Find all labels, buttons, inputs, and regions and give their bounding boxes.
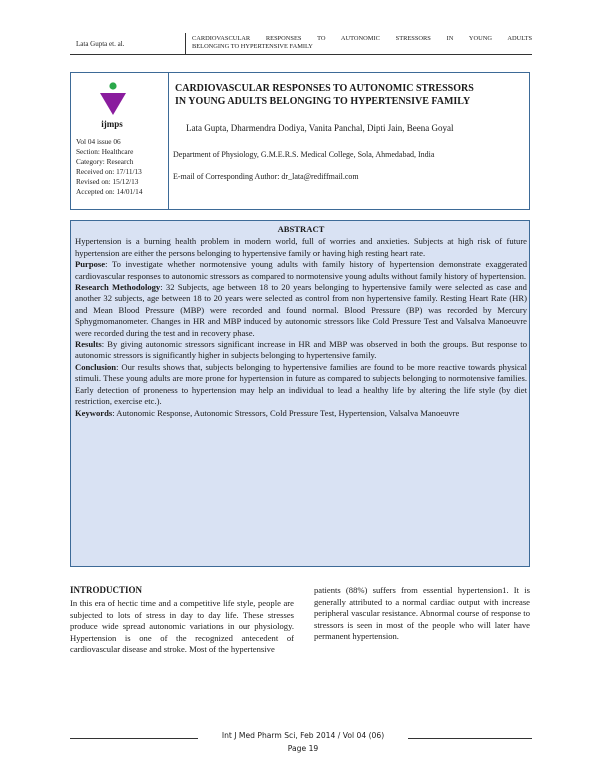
meta-revised: Revised on: 15/12/13 <box>76 177 139 186</box>
purpose-label: Purpose <box>75 259 106 270</box>
abstract-conclusion <box>75 362 527 408</box>
logo-triangle <box>100 93 126 115</box>
meta-volume: Vol 04 issue 06 <box>76 137 121 146</box>
article-meta <box>76 137 142 197</box>
affiliation: Department of Physiology, G.M.E.R.S. Medical College, Sola, Ahmedabad, India <box>173 150 435 159</box>
running-header-title-line: BELONGING TO HYPERTENSIVE FAMILY <box>192 43 313 50</box>
methodology-label: Research Methodology <box>75 282 161 293</box>
running-header-title <box>192 35 532 51</box>
keywords-text: : Autonomic Response, Autonomic Stressors, Cold Pressure Test, Hypertension, Valsalva Manoeuvre <box>112 407 460 418</box>
author-list: Lata Gupta, Dharmendra Dodiya, Vanita Panchal, Dipti Jain, Beena Goyal <box>186 123 454 133</box>
article-title-line: CARDIOVASCULAR RESPONSES TO AUTONOMIC STRESSORS <box>175 83 474 94</box>
logo-dot <box>109 82 116 89</box>
info-box-divider <box>168 73 169 209</box>
corresponding-email: E-mail of Corresponding Author: dr_lata@rediffmail.com <box>173 172 359 181</box>
keywords-label: Keywords <box>75 407 113 418</box>
header-rule <box>70 54 532 55</box>
body-column-right <box>314 585 530 643</box>
page-number: Page 19 <box>287 744 319 753</box>
introduction-heading: INTRODUCTION <box>70 585 143 595</box>
article-title-line: IN YOUNG ADULTS BELONGING TO HYPERTENSIVE FAMILY <box>175 96 471 107</box>
footer-rule-left <box>70 738 198 739</box>
intro-paragraph: In this era of hectic time and a competitive life style, people are subjected to lots of stress in day to day life. These stresses produce wide spread autonomic variations in our physiology. Hypertension is one of the recognized antecedent of cardiovascular disease and stroke. Most of the hypertensive <box>70 598 294 655</box>
body-column-left <box>70 598 294 656</box>
header-divider <box>185 33 186 54</box>
meta-section: Section: Healthcare <box>76 147 134 156</box>
abstract-methodology <box>75 282 527 339</box>
footer-journal-citation: Int J Med Pharm Sci, Feb 2014 / Vol 04 (06) <box>221 731 385 740</box>
intro-paragraph-continued: patients (88%) suffers from essential hypertension1. It is generally attributed to a normal cardiac output with increase peripheral vascular resistance. Abnormal course of response to stressors is seen in most of the people who will later have permanent hypertension. <box>314 585 530 642</box>
running-header-title-line: CARDIOVASCULAR RESPONSES TO AUTONOMIC STRESSORS IN YOUNG ADULTS <box>192 35 532 42</box>
abstract-results <box>75 339 527 362</box>
abstract-content <box>75 224 527 419</box>
methodology-text: : 32 Subjects, age between 18 to 20 years belonging to hypertensive family were selected as case and another 32 subjects, age between 18 to 20 years were selected as control from non hypertensive family. Resting Heart Rate (HR) and Mean Blood Pressure (MBP) were recorded and found normal. Blood Pressure (BP) was recorded by Mercury Sphygmomanometer. Changes in HR and MBP induced by autonomic stressors like Cold Pressure Test and Valsalva Manoeuvre were recorded during the test and in recovery phase. <box>75 282 527 338</box>
journal-logo-label: ijmps <box>101 119 123 129</box>
journal-logo-icon <box>98 82 128 118</box>
meta-accepted: Accepted on: 14/01/14 <box>76 187 143 196</box>
abstract-keywords <box>75 408 527 419</box>
running-header-author: Lata Gupta et. al. <box>76 40 125 48</box>
footer-rule-right <box>408 738 532 739</box>
meta-received: Received on: 17/11/13 <box>76 167 142 176</box>
abstract-purpose <box>75 259 527 282</box>
abstract-intro: Hypertension is a burning health problem in modern world, full of worries and anxieties. Subjects at high risk of future hypertension are either the persons belonging to hypertensive family or having high resting heart rate. <box>75 236 527 258</box>
abstract-heading: ABSTRACT <box>277 224 325 234</box>
conclusion-label: Conclusion <box>75 361 117 372</box>
conclusion-text: : Our results shows that, subjects belonging to hypertensive families are found to be more reactive towards physical stimuli. These young adults are more prone for hypertension in future as compared to subjects belonging to normotensive families. Early detection of proneness to hypertension may help an individual to lead a healthy life by altering the life style (by diet restriction, exercise etc.). <box>75 361 527 407</box>
results-label: Results <box>75 339 102 350</box>
article-title <box>175 82 520 108</box>
purpose-text: : To investigate whether normotensive young adults with family history of hypertension demonstrate exaggerated cardiovascular responses to autonomic stressors as compared to normotensive young adults without family history of hypertension. <box>75 259 527 281</box>
meta-category: Category: Research <box>76 157 134 166</box>
results-text: : By giving autonomic stressors significant increase in HR and MBP was observed in both the groups. But response to autonomic stressors is significantly higher in subjects belonging to hypertensive family. <box>75 339 527 361</box>
